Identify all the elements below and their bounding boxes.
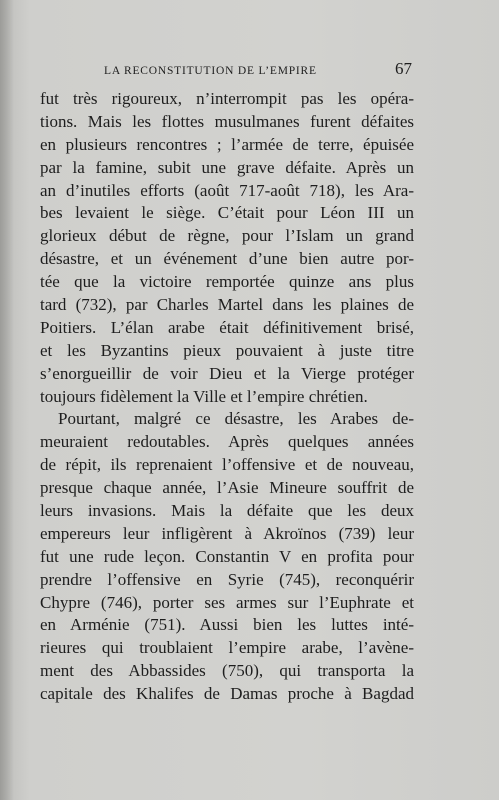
text-line: empereurs leur infligèrent à Akroïnos (739) leur bbox=[40, 523, 414, 543]
text-line: leurs invasions. Mais la défaite que les deux bbox=[40, 501, 414, 521]
text-line: tard (732), par Charles Martel dans les plaines de bbox=[40, 295, 414, 315]
page-gutter-shadow bbox=[0, 0, 14, 800]
text-line: tée que la victoire remportée quinze ans plus bbox=[40, 272, 414, 292]
text-line: en plusieurs rencontres ; l’armée de terre, épuisée bbox=[40, 134, 414, 154]
text-line: s’enorgueillir de voir Dieu et la Vierge protéger bbox=[40, 363, 414, 383]
text-line: toujours fidèlement la Ville et l’empire chrétien. bbox=[40, 386, 368, 406]
text-line: tions. Mais les flottes musulmanes furent défaites bbox=[40, 111, 414, 131]
text-line: glorieux début de règne, pour l’Islam un grand bbox=[40, 226, 414, 246]
text-line: rieures qui troublaient l’empire arabe, l’avène- bbox=[40, 638, 414, 658]
paragraph bbox=[40, 88, 414, 408]
text-line: Poitiers. L’élan arabe était définitivement brisé, bbox=[40, 317, 414, 337]
running-header bbox=[104, 59, 412, 80]
text-line: par la famine, subit une grave défaite. Après un bbox=[40, 157, 414, 177]
page-number: 67 bbox=[395, 59, 412, 78]
text-line: an d’inutiles efforts (août 717-août 718), les Ara- bbox=[40, 180, 414, 200]
text-line: de répit, ils reprenaient l’offensive et de nouveau, bbox=[40, 455, 414, 475]
paragraph bbox=[40, 408, 414, 706]
running-title: LA RECONSTITUTION DE L’EMPIRE bbox=[104, 65, 317, 77]
text-line: désastre, et un événement d’une bien autre por- bbox=[40, 249, 414, 269]
text-line: fut très rigoureux, n’interrompit pas les opéra- bbox=[40, 89, 414, 108]
text-line: Pourtant, malgré ce désastre, les Arabes de- bbox=[58, 409, 414, 429]
text-line: et les Byzantins pieux pouvaient à juste titre bbox=[40, 340, 414, 360]
text-line: en Arménie (751). Aussi bien les luttes inté- bbox=[40, 615, 414, 635]
text-line: capitale des Khalifes de Damas proche à Bagdad bbox=[40, 684, 414, 704]
text-line: fut une rude leçon. Constantin V en profita pour bbox=[40, 546, 414, 566]
text-line: presque chaque année, l’Asie Mineure souffrit de bbox=[40, 478, 414, 498]
text-line: Chypre (746), porter ses armes sur l’Euphrate et bbox=[40, 592, 414, 612]
text-line: ment des Abbassides (750), qui transporta la bbox=[40, 661, 414, 681]
text-line: prendre l’offensive en Syrie (745), reconquérir bbox=[40, 569, 414, 589]
text-line: bes levaient le siège. C’était pour Léon III un bbox=[40, 203, 414, 223]
text-line: meuraient redoutables. Après quelques années bbox=[40, 432, 414, 452]
body-text bbox=[40, 88, 414, 706]
